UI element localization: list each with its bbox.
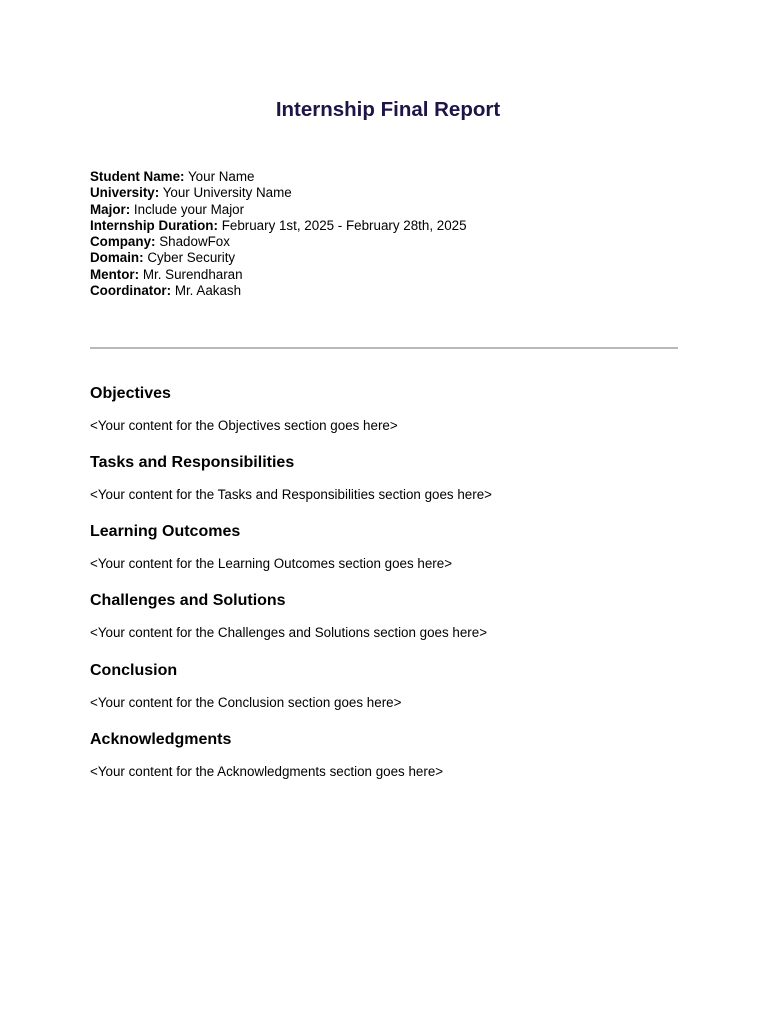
info-value: Your University Name bbox=[162, 185, 292, 201]
section-heading: Learning Outcomes bbox=[90, 523, 241, 540]
section-conclusion bbox=[90, 661, 401, 711]
info-value: February 1st, 2025 - February 28th, 2025 bbox=[221, 217, 467, 233]
section-content: <Your content for the Learning Outcomes section goes here> bbox=[90, 556, 453, 571]
info-row-university bbox=[90, 185, 467, 201]
section-tasks-and-responsibilities bbox=[90, 453, 492, 503]
section-heading: Conclusion bbox=[90, 662, 178, 679]
section-heading: Tasks and Responsibilities bbox=[90, 454, 295, 471]
page-title: Internship Final Report bbox=[275, 98, 501, 121]
section-heading: Acknowledgments bbox=[90, 731, 232, 748]
section-learning-outcomes bbox=[90, 522, 452, 572]
section-content: <Your content for the Tasks and Responsibilities section goes here> bbox=[90, 487, 492, 502]
info-row-major bbox=[90, 202, 467, 218]
info-label: Coordinator: bbox=[90, 283, 172, 299]
info-value: Mr. Aakash bbox=[174, 283, 242, 299]
info-value: Cyber Security bbox=[147, 250, 236, 266]
info-label: University: bbox=[90, 185, 160, 201]
info-row-coordinator bbox=[90, 283, 467, 299]
section-challenges-and-solutions bbox=[90, 591, 487, 641]
section-content: <Your content for the Objectives section goes here> bbox=[90, 418, 398, 433]
info-row-student-name bbox=[90, 169, 467, 185]
info-label: Student Name: bbox=[90, 169, 185, 184]
section-divider bbox=[90, 347, 678, 349]
section-content: <Your content for the Acknowledgments section goes here> bbox=[90, 764, 444, 779]
info-value: Include your Major bbox=[133, 201, 245, 217]
info-row-company bbox=[90, 234, 467, 250]
section-content: <Your content for the Challenges and Solutions section goes here> bbox=[90, 625, 488, 640]
info-label: Mentor: bbox=[90, 266, 140, 282]
student-info-block bbox=[90, 169, 467, 299]
section-acknowledgments bbox=[90, 730, 443, 780]
section-heading: Challenges and Solutions bbox=[90, 592, 286, 609]
info-value: Your Name bbox=[187, 169, 255, 184]
info-row-mentor bbox=[90, 267, 467, 283]
info-value: ShadowFox bbox=[159, 234, 230, 250]
info-row-internship-duration bbox=[90, 218, 467, 234]
section-objectives bbox=[90, 384, 398, 434]
section-heading: Objectives bbox=[90, 385, 171, 402]
info-label: Company: bbox=[90, 234, 156, 250]
info-value: Mr. Surendharan bbox=[142, 266, 243, 282]
info-label: Domain: bbox=[90, 250, 144, 266]
section-content: <Your content for the Conclusion section goes here> bbox=[90, 695, 402, 710]
info-label: Internship Duration: bbox=[90, 217, 218, 233]
info-row-domain bbox=[90, 250, 467, 266]
info-label: Major: bbox=[90, 201, 131, 217]
